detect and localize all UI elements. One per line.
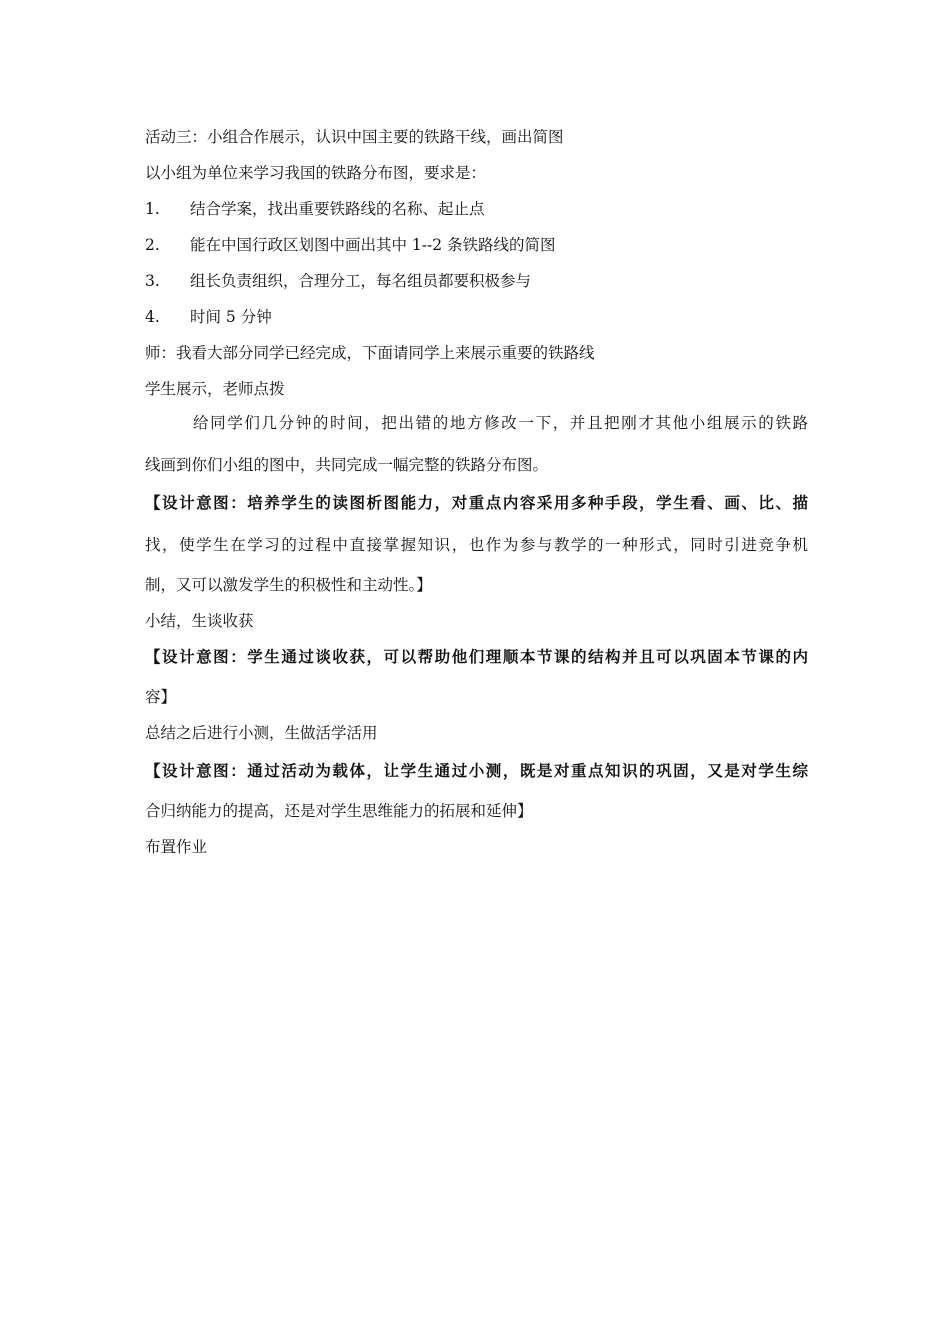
requirement-number: 3. <box>145 272 160 290</box>
homework-line: 布置作业 <box>145 838 208 856</box>
activity-title: 活动三：小组合作展示，认识中国主要的铁路干线，画出简图 <box>145 128 564 146</box>
requirement-number: 1. <box>145 200 160 218</box>
paragraph-line: 给同学们几分钟的时间，把出错的地方修改一下，并且把刚才其他小组展示的铁路 <box>193 414 808 432</box>
requirement-number: 4. <box>145 308 160 326</box>
design-intent-line: 【设计意图：学生通过谈收获，可以帮助他们理顺本节课的结构并且可以巩固本节课的内 <box>145 647 808 666</box>
design-intent-line: 容】 <box>145 688 177 706</box>
design-intent-line: 合归纳能力的提高，还是对学生思维能力的拓展和延伸】 <box>145 802 533 820</box>
requirement-text: 组长负责组织，合理分工，每名组员都要积极参与 <box>190 272 532 290</box>
requirement-text: 时间 5 分钟 <box>190 308 272 326</box>
design-intent-line: 【设计意图：通过活动为载体，让学生通过小测，既是对重点知识的巩固，又是对学生综 <box>145 761 808 780</box>
requirement-text: 结合学案，找出重要铁路线的名称、起止点 <box>190 200 485 218</box>
requirement-number: 2. <box>145 236 160 254</box>
requirement-item-4 <box>145 307 272 327</box>
design-intent-line: 【设计意图：培养学生的读图析图能力，对重点内容采用多种手段，学生看、画、比、描 <box>145 493 808 512</box>
requirement-item-3 <box>145 271 531 291</box>
requirement-item-1 <box>145 199 485 219</box>
intro-text: 以小组为单位来学习我国的铁路分布图，要求是： <box>145 164 487 182</box>
quiz-line: 总结之后进行小测，生做活学活用 <box>145 724 378 742</box>
teacher-line: 师：我看大部分同学已经完成，下面请同学上来展示重要的铁路线 <box>145 344 595 362</box>
design-intent-line: 制，又可以激发学生的积极性和主动性。】 <box>145 576 432 594</box>
student-show-line: 学生展示，老师点拨 <box>145 380 285 398</box>
requirement-item-2 <box>145 235 556 255</box>
requirement-text: 能在中国行政区划图中画出其中 1--2 条铁路线的简图 <box>190 236 556 254</box>
summary-line: 小结，生谈收获 <box>145 612 254 630</box>
design-intent-line: 找，使学生在学习的过程中直接掌握知识，也作为参与教学的一种形式，同时引进竞争机 <box>145 536 808 554</box>
paragraph-line: 线画到你们小组的图中，共同完成一幅完整的铁路分布图。 <box>145 456 549 474</box>
